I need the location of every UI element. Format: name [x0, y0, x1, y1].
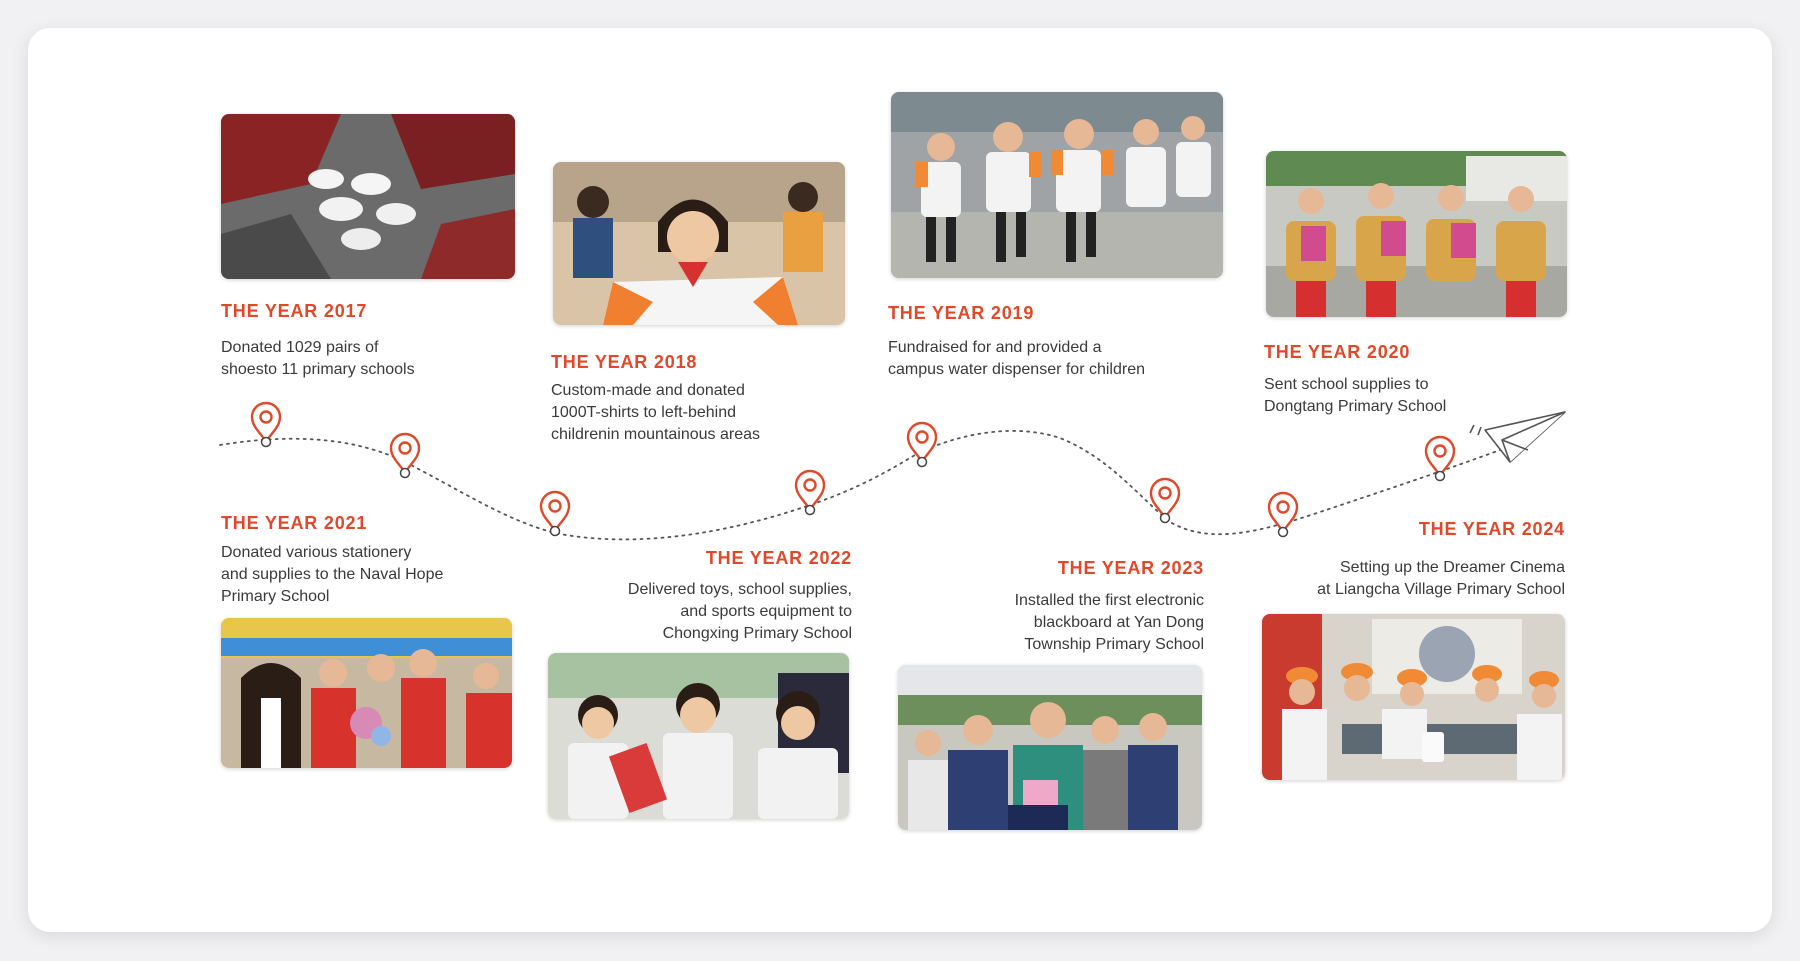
description-line: Chongxing Primary School	[662, 625, 852, 642]
description-line: Sent school supplies to	[1264, 376, 1429, 393]
photo-2018	[553, 162, 845, 325]
description-line: Primary School	[221, 588, 330, 605]
description-line: blackboard at Yan Dong	[1033, 614, 1204, 631]
year-2017-description	[221, 337, 415, 381]
description-line: Donated various stationery	[221, 544, 412, 561]
photo-2017	[221, 114, 515, 279]
year-2023-title: THE YEAR 2023	[1057, 558, 1204, 578]
location-pin-icon	[391, 434, 419, 478]
photo-2021	[221, 618, 512, 768]
description-line: and supplies to the Naval Hope	[221, 566, 444, 583]
description-line: campus water dispenser for children	[888, 361, 1146, 378]
year-2020-title: THE YEAR 2020	[1264, 342, 1411, 362]
description-line: and sports equipment to	[680, 603, 852, 620]
year-2018-description	[551, 380, 760, 446]
photo-2024	[1262, 614, 1565, 780]
description-line: Installed the first electronic	[1014, 592, 1204, 609]
description-line: Custom-made and donated	[551, 382, 745, 399]
description-line: childrenin mountainous areas	[551, 426, 761, 443]
description-line: Fundraised for and provided a	[888, 339, 1102, 356]
photo-2023	[898, 665, 1202, 830]
description-line: at Liangcha Village Primary School	[1317, 581, 1565, 598]
description-line: Township Primary School	[1024, 636, 1204, 653]
year-2022-title: THE YEAR 2022	[705, 548, 852, 568]
year-2024-title: THE YEAR 2024	[1418, 519, 1565, 539]
description-line: 1000T-shirts to left-behind	[551, 404, 736, 421]
year-2022-description	[628, 579, 852, 645]
year-2018-title: THE YEAR 2018	[551, 352, 698, 372]
year-2020-description	[1264, 374, 1446, 418]
description-line: Dongtang Primary School	[1264, 398, 1447, 415]
year-2021-description	[221, 542, 443, 608]
location-pin-icon	[1269, 493, 1297, 537]
description-line: Setting up the Dreamer Cinema	[1340, 559, 1565, 576]
description-line: Delivered toys, school supplies,	[627, 581, 852, 598]
location-pin-icon	[1151, 479, 1179, 523]
year-2019-title: THE YEAR 2019	[888, 303, 1035, 323]
paper-plane-icon	[1470, 412, 1565, 462]
location-pin-icon	[908, 423, 936, 467]
photo-2022	[548, 653, 849, 819]
year-2017-title: THE YEAR 2017	[221, 301, 368, 321]
description-line: Donated 1029 pairs of	[221, 339, 379, 356]
year-2021-title: THE YEAR 2021	[221, 513, 368, 533]
year-2023-description	[1015, 590, 1204, 656]
photo-2020	[1266, 151, 1567, 317]
year-2019-description	[888, 337, 1145, 381]
description-line: shoesto 11 primary schools	[221, 361, 415, 378]
year-2024-description	[1317, 557, 1565, 601]
location-pin-icon	[1426, 437, 1454, 481]
location-pin-icon	[541, 492, 569, 536]
photo-2019	[891, 92, 1223, 278]
